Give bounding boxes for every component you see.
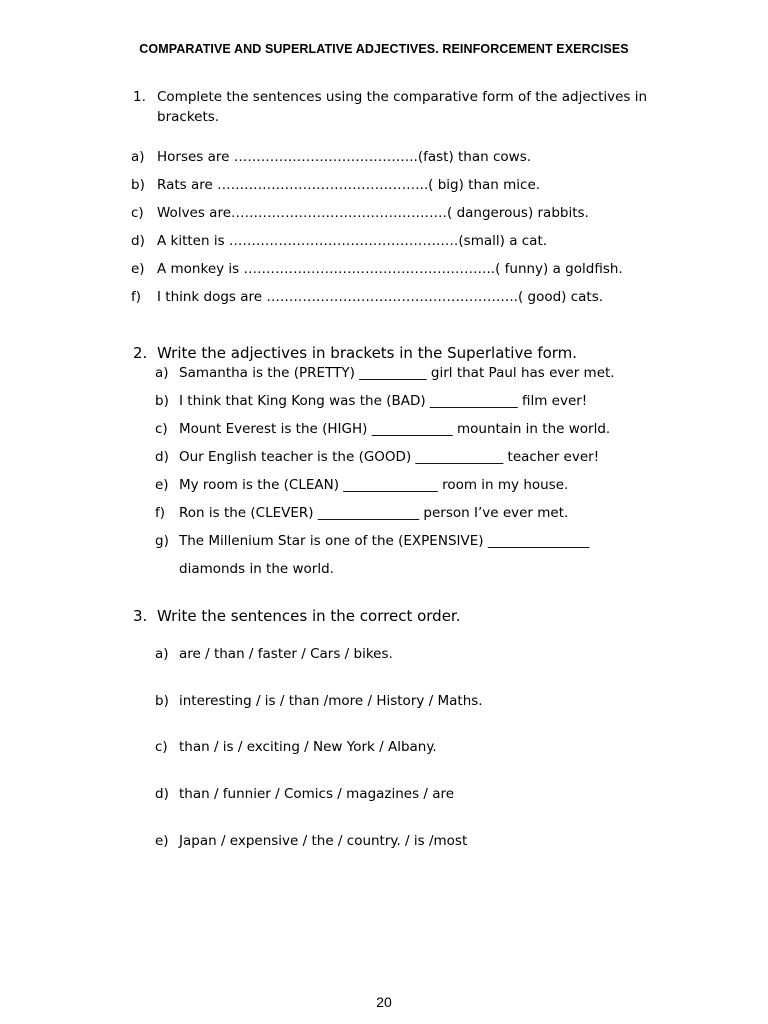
exercise-sentence: than / funnier / Comics / magazines / are	[179, 786, 455, 802]
exercise-sentence: interesting / is / than /more / History / Maths.	[179, 693, 483, 709]
section-1-number: 1.	[133, 89, 146, 105]
exercise-sentence: are / than / faster / Cars / bikes.	[179, 646, 393, 662]
exercise-sentence: The Millenium Star is one of the (EXPENSIVE) _______________	[179, 533, 590, 549]
exercise-sentence: Ron is the (CLEVER) _______________ person I’ve ever met.	[179, 505, 569, 521]
section-1-instruction-line2: brackets.	[157, 109, 220, 125]
item-marker: b)	[155, 393, 169, 409]
item-marker: c)	[155, 739, 168, 755]
item-marker: e)	[155, 477, 169, 493]
exercise-sentence: I think that King Kong was the (BAD) _____________ film ever!	[179, 393, 588, 409]
item-marker: a)	[155, 646, 169, 662]
item-marker: c)	[155, 421, 168, 437]
exercise-sentence: Wolves are…………………………………………( dangerous) rabbits.	[157, 205, 589, 221]
item-marker: e)	[131, 261, 145, 277]
page-number: 20	[376, 994, 392, 1010]
item-marker: f)	[131, 289, 142, 305]
exercise-sentence: Mount Everest is the (HIGH) ____________ mountain in the world.	[179, 421, 611, 437]
item-marker: f)	[155, 505, 166, 521]
page-title: COMPARATIVE AND SUPERLATIVE ADJECTIVES. REINFORCEMENT EXERCISES	[139, 42, 629, 56]
exercise-sentence: I think dogs are ………………………………………………..( good) cats.	[157, 289, 604, 305]
exercise-sentence-continuation: diamonds in the world.	[179, 561, 334, 577]
item-marker: e)	[155, 833, 169, 849]
item-marker: a)	[131, 149, 145, 165]
section-1-instruction-line1: Complete the sentences using the comparative form of the adjectives in	[157, 89, 648, 105]
section-3-number: 3.	[133, 607, 148, 625]
item-marker: a)	[155, 365, 169, 381]
section-2-number: 2.	[133, 344, 148, 362]
section-3-instruction: Write the sentences in the correct order.	[157, 607, 461, 625]
item-marker: b)	[155, 693, 169, 709]
exercise-sentence: A kitten is ……………………………………………(small) a cat.	[157, 233, 548, 249]
exercise-sentence: Our English teacher is the (GOOD) _____________ teacher ever!	[179, 449, 600, 465]
item-marker: d)	[155, 786, 169, 802]
item-marker: g)	[155, 533, 169, 549]
exercise-sentence: than / is / exciting / New York / Albany.	[179, 739, 437, 755]
exercise-sentence: Rats are ………………………………………..( big) than mice.	[157, 177, 541, 193]
exercise-sentence: Horses are …………………………………..(fast) than cows.	[157, 149, 532, 165]
section-2-instruction: Write the adjectives in brackets in the Superlative form.	[157, 344, 578, 362]
exercise-sentence: My room is the (CLEAN) ______________ room in my house.	[179, 477, 569, 493]
item-marker: d)	[131, 233, 145, 249]
exercise-sentence: Japan / expensive / the / country. / is /most	[179, 833, 468, 849]
item-marker: b)	[131, 177, 145, 193]
exercise-sentence: Samantha is the (PRETTY) __________ girl that Paul has ever met.	[179, 365, 615, 381]
exercise-sentence: A monkey is ………………………………………………..( funny) a goldfish.	[157, 261, 623, 277]
item-marker: d)	[155, 449, 169, 465]
item-marker: c)	[131, 205, 144, 221]
